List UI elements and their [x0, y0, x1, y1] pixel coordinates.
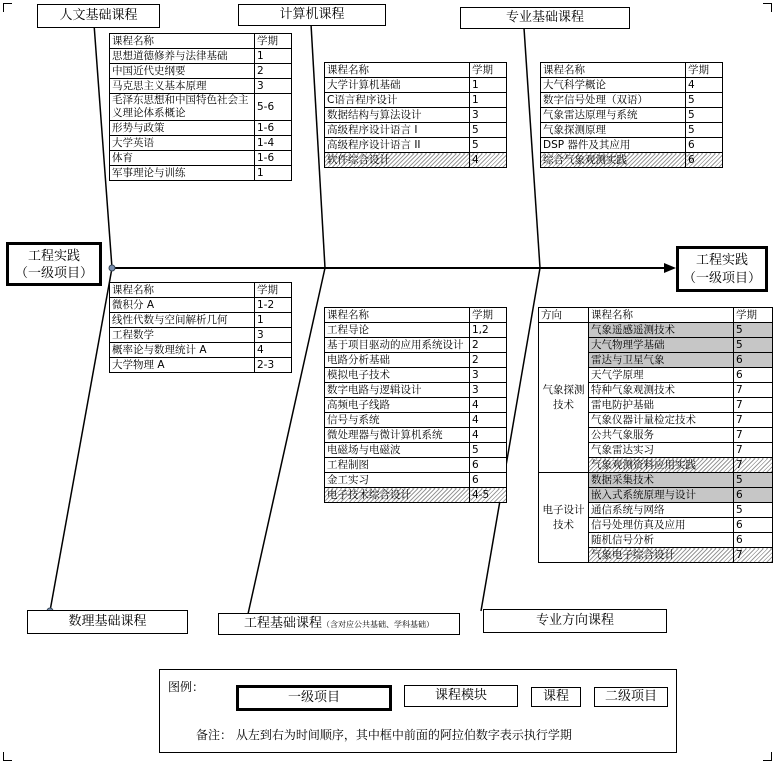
- spine-left-box: [6, 242, 102, 286]
- course-name: 高频电子线路: [325, 398, 470, 413]
- direction-course-table: [538, 307, 773, 563]
- spine-right-line2: （一级项目）: [682, 271, 761, 286]
- course-term: 2: [470, 338, 507, 353]
- course-term: 7: [734, 443, 773, 458]
- header-direction: 方向: [539, 308, 589, 323]
- course-term: 6: [470, 473, 507, 488]
- course-term: 5: [734, 338, 773, 353]
- header-term: 学期: [470, 63, 507, 78]
- course-term: 7: [734, 398, 773, 413]
- course-name: 随机信号分析: [589, 533, 734, 548]
- course-name: 中国近代史纲要: [110, 64, 255, 79]
- course-term: 3: [470, 108, 507, 123]
- course-name: 气象探测原理: [541, 123, 686, 138]
- course-name: 电磁场与电磁波: [325, 443, 470, 458]
- spine-node: [109, 265, 115, 271]
- course-name: 大学英语: [110, 136, 255, 151]
- course-name: 公共气象服务: [589, 428, 734, 443]
- course-term: 4: [255, 343, 292, 358]
- course-term: 5: [734, 323, 773, 338]
- course-term: 6: [734, 488, 773, 503]
- course-term: 4: [686, 78, 723, 93]
- course-term: 6: [734, 518, 773, 533]
- course-name: 综合气象观测实践: [541, 153, 686, 168]
- category-direction: [483, 609, 667, 633]
- course-name: 高级程序设计语言 II: [325, 138, 470, 153]
- course-name: 雷达与卫星气象: [589, 353, 734, 368]
- table-row: [325, 108, 507, 123]
- course-name: 大气科学概论: [541, 78, 686, 93]
- table-row: [110, 313, 292, 328]
- course-term: 6: [686, 138, 723, 153]
- course-term: 5: [470, 443, 507, 458]
- professional-course-table: [540, 62, 723, 168]
- course-term: 7: [734, 458, 773, 473]
- header-term: 学期: [470, 308, 507, 323]
- table-row: [325, 368, 507, 383]
- course-term: 7: [734, 548, 773, 563]
- course-term: 1: [255, 49, 292, 64]
- table-header-row: [325, 308, 507, 323]
- course-name: 工程导论: [325, 323, 470, 338]
- course-term: 1: [255, 313, 292, 328]
- table-row: [325, 398, 507, 413]
- legend-module-sample: 课程模块: [404, 685, 518, 707]
- course-name: 工程制图: [325, 458, 470, 473]
- table-row: [325, 443, 507, 458]
- direction-name: 电子设计技术: [539, 473, 589, 563]
- legend-course-sample: 课程: [531, 687, 581, 707]
- table-header-row: [110, 283, 292, 298]
- course-name: 基于项目驱动的应用系统设计: [325, 338, 470, 353]
- table-header-row: [539, 308, 773, 323]
- course-name: 军事理论与训练: [110, 166, 255, 181]
- spine-right-line1: 工程实践: [695, 253, 748, 268]
- header-name: 课程名称: [325, 63, 470, 78]
- table-row: [541, 138, 723, 153]
- table-header-row: [325, 63, 507, 78]
- course-term: 7: [734, 413, 773, 428]
- course-name: 数字电路与逻辑设计: [325, 383, 470, 398]
- course-term: 4-5: [470, 488, 507, 503]
- course-name: 大气物理学基础: [589, 338, 734, 353]
- table-row: [110, 49, 292, 64]
- header-term: 学期: [255, 283, 292, 298]
- table-row: [539, 323, 773, 338]
- header-term: 学期: [255, 34, 292, 49]
- course-term: 1-6: [255, 151, 292, 166]
- course-term: 3: [255, 79, 292, 94]
- table-row-level2: [541, 153, 723, 168]
- table-row: [541, 123, 723, 138]
- course-term: 1: [470, 93, 507, 108]
- category-engineering: [218, 613, 460, 635]
- header-name: 课程名称: [541, 63, 686, 78]
- computer-course-table: [324, 62, 507, 168]
- category-humanities: [37, 4, 160, 28]
- table-row: [325, 338, 507, 353]
- legend-level1-sample: 一级项目: [236, 685, 392, 711]
- course-name: 信号处理仿真及应用: [589, 518, 734, 533]
- course-name: 体育: [110, 151, 255, 166]
- course-name: 通信系统与网络: [589, 503, 734, 518]
- category-engineering-label: 工程基础课程: [243, 616, 322, 631]
- table-row: [110, 343, 292, 358]
- table-row: [325, 458, 507, 473]
- table-row: [325, 473, 507, 488]
- course-term: 5-6: [255, 94, 292, 121]
- course-term: 6: [470, 458, 507, 473]
- course-name: 微积分 A: [110, 298, 255, 313]
- table-header-row: [541, 63, 723, 78]
- course-name: 微处理器与微计算机系统: [325, 428, 470, 443]
- course-name: 气象遥感遥测技术: [589, 323, 734, 338]
- table-row: [325, 413, 507, 428]
- course-term: 5: [470, 123, 507, 138]
- course-term: 7: [734, 428, 773, 443]
- course-name: 电路分析基础: [325, 353, 470, 368]
- table-header-row: [110, 34, 292, 49]
- bone-professional: [524, 28, 540, 268]
- table-row: [325, 78, 507, 93]
- course-term: 5: [734, 473, 773, 488]
- table-row-level2: [325, 153, 507, 168]
- course-name: 形势与政策: [110, 121, 255, 136]
- course-name: 气象观测资料应用实践: [589, 458, 734, 473]
- table-row-level2: [325, 488, 507, 503]
- course-term: 1-2: [255, 298, 292, 313]
- legend-note: 备注： 从左到右为时间顺序，其中框中前面的阿拉伯数字表示执行学期: [196, 728, 572, 742]
- course-name: 嵌入式系统原理与设计: [589, 488, 734, 503]
- table-row: [325, 383, 507, 398]
- course-term: 4: [470, 413, 507, 428]
- bone-math: [50, 268, 112, 611]
- course-term: 4: [470, 153, 507, 168]
- course-name: 大学计算机基础: [325, 78, 470, 93]
- course-term: 6: [734, 533, 773, 548]
- course-term: 1: [470, 78, 507, 93]
- course-term: 3: [470, 368, 507, 383]
- spine-left-line2: （一级项目）: [14, 266, 93, 281]
- table-row: [541, 93, 723, 108]
- category-computer: [238, 4, 386, 26]
- course-term: 6: [734, 368, 773, 383]
- course-term: 5: [686, 108, 723, 123]
- course-term: 5: [686, 93, 723, 108]
- engineering-course-table: [324, 307, 507, 503]
- table-row: [110, 121, 292, 136]
- course-name: 气象雷达实习: [589, 443, 734, 458]
- course-name: 模拟电子技术: [325, 368, 470, 383]
- course-term: 3: [470, 383, 507, 398]
- course-name: DSP 器件及其应用: [541, 138, 686, 153]
- category-math: [27, 610, 188, 634]
- table-row: [110, 79, 292, 94]
- humanities-course-table: [109, 33, 292, 181]
- course-term: 2: [255, 64, 292, 79]
- table-row: [110, 166, 292, 181]
- header-name: 课程名称: [325, 308, 470, 323]
- course-name: 马克思主义基本原理: [110, 79, 255, 94]
- course-name: 高级程序设计语言 I: [325, 123, 470, 138]
- header-term: 学期: [686, 63, 723, 78]
- table-row: [325, 323, 507, 338]
- course-name: 气象电子综合设计: [589, 548, 734, 563]
- table-row: [539, 473, 773, 488]
- header-name: 课程名称: [110, 283, 255, 298]
- course-term: 5: [734, 503, 773, 518]
- course-name: 金工实习: [325, 473, 470, 488]
- table-row: [110, 94, 292, 121]
- header-term: 学期: [734, 308, 773, 323]
- course-term: 5: [686, 123, 723, 138]
- table-row: [325, 93, 507, 108]
- course-name: 信号与系统: [325, 413, 470, 428]
- spine-arrowhead: [664, 263, 676, 273]
- course-term: 4: [470, 398, 507, 413]
- category-direction-label: 专业方向课程: [535, 613, 614, 628]
- table-row: [541, 108, 723, 123]
- legend-level2-sample: 二级项目: [594, 687, 668, 707]
- course-name: 数据结构与算法设计: [325, 108, 470, 123]
- math-course-table: [109, 282, 292, 373]
- header-name: 课程名称: [589, 308, 734, 323]
- table-row: [110, 358, 292, 373]
- course-term: 1: [255, 166, 292, 181]
- table-row: [541, 78, 723, 93]
- table-row: [110, 136, 292, 151]
- course-name: 软件综合设计: [325, 153, 470, 168]
- category-professional-basic-label: 专业基础课程: [505, 10, 584, 25]
- table-row: [110, 64, 292, 79]
- course-name: 概率论与数理统计 A: [110, 343, 255, 358]
- course-name: 工程数学: [110, 328, 255, 343]
- course-term: 6: [734, 353, 773, 368]
- course-name: 气象仪器计量检定技术: [589, 413, 734, 428]
- category-engineering-note: （含对应公共基础、学科基础）: [322, 620, 434, 629]
- course-term: 4: [470, 428, 507, 443]
- spine-left-line1: 工程实践: [27, 249, 80, 264]
- table-row: [110, 151, 292, 166]
- table-row: [110, 298, 292, 313]
- course-name: 天气学原理: [589, 368, 734, 383]
- category-math-label: 数理基础课程: [68, 614, 147, 629]
- course-name: 气象雷达原理与系统: [541, 108, 686, 123]
- spine-right-box: [676, 246, 768, 292]
- course-name: 特种气象观测技术: [589, 383, 734, 398]
- course-term: 1,2: [470, 323, 507, 338]
- course-name: 毛泽东思想和中国特色社会主义理论体系概论: [110, 94, 255, 121]
- table-row: [325, 138, 507, 153]
- course-name: C语言程序设计: [325, 93, 470, 108]
- table-row: [325, 123, 507, 138]
- category-humanities-label: 人文基础课程: [59, 8, 138, 23]
- course-term: 2-3: [255, 358, 292, 373]
- course-term: 6: [686, 153, 723, 168]
- course-name: 数字信号处理（双语）: [541, 93, 686, 108]
- course-term: 5: [470, 138, 507, 153]
- table-row: [325, 428, 507, 443]
- bone-computer: [311, 24, 325, 268]
- course-name: 电子技术综合设计: [325, 488, 470, 503]
- course-name: 线性代数与空间解析几何: [110, 313, 255, 328]
- category-professional-basic: [460, 7, 630, 29]
- legend-box: [159, 669, 677, 753]
- course-name: 大学物理 A: [110, 358, 255, 373]
- course-term: 2: [470, 353, 507, 368]
- category-computer-label: 计算机课程: [279, 7, 345, 22]
- legend-title: 图例：: [168, 680, 205, 694]
- course-term: 1-4: [255, 136, 292, 151]
- table-row: [110, 328, 292, 343]
- course-name: 思想道德修养与法律基础: [110, 49, 255, 64]
- table-row: [325, 353, 507, 368]
- course-term: 1-6: [255, 121, 292, 136]
- course-term: 3: [255, 328, 292, 343]
- course-name: 数据采集技术: [589, 473, 734, 488]
- direction-name: 气象探测技术: [539, 323, 589, 473]
- course-term: 7: [734, 383, 773, 398]
- course-name: 雷电防护基础: [589, 398, 734, 413]
- header-name: 课程名称: [110, 34, 255, 49]
